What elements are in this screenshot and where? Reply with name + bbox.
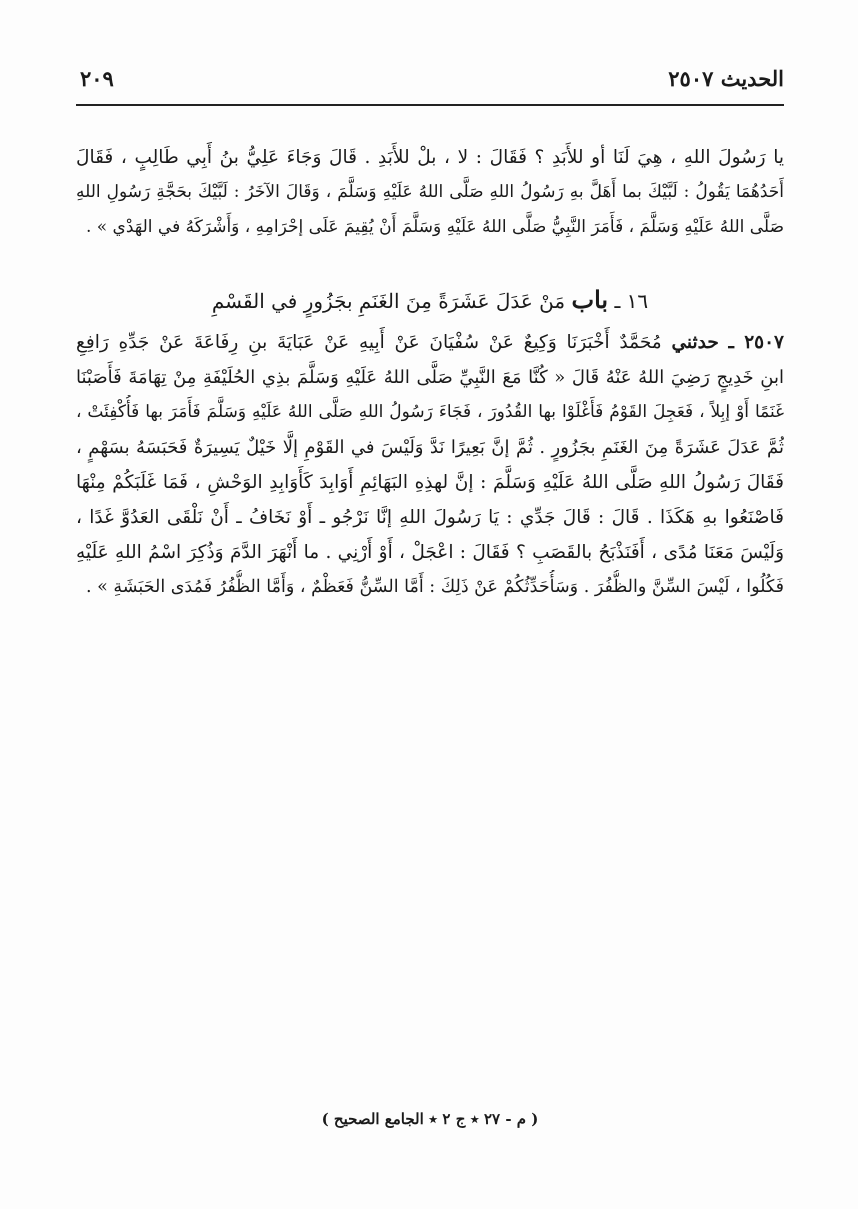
hadith-text bbox=[76, 325, 784, 605]
text-line: غَنَمًا أَوْ إبِلاً ، فَعَجِلَ القَوْمُ فَأَغْلَوْا بها القُدُورَ ، فَجَاءَ رَسُولُ اللهِ صَلَّى اللهُ عَلَيْهِ وَسَلَّمَ فَأَمَرَ بها فَأُكْفِئَتْ ، bbox=[76, 402, 784, 422]
text-line: فَاصْنَعُوا بهِ هَكَذَا . قَالَ : قَالَ جَدِّي : يَا رَسُولَ اللهِ إنَّا نَرْجُو ـ أَوْ نَخَافُ ـ أَنْ نَلْقَى العَدُوَّ غَدًا ، bbox=[76, 507, 784, 528]
text-line-first bbox=[76, 325, 784, 360]
text-line: وَلَيْسَ مَعَنَا مُدًى ، أَفَنَذْبَحُ بالقَصَبِ ؟ فَقَالَ : اعْجَلْ ، أَوْ أَرْنِي . ما أَنْهَرَ الدَّمَ وَذُكِرَ اسْمُ اللهِ عَلَيْهِ bbox=[76, 542, 784, 563]
hadith-number: ٢٥٠٧ ـ bbox=[728, 332, 784, 353]
chapter-heading bbox=[76, 282, 784, 318]
page-header bbox=[76, 62, 784, 102]
continued-hadith-text bbox=[76, 140, 784, 245]
footer-signature: ( م - ٢٧ ٭ ج ٢ ٭ الجامع الصحيح ) bbox=[321, 1110, 539, 1128]
chapter-word: باب bbox=[571, 285, 609, 314]
text-line: فَكُلُوا ، لَيْسَ السِّنَّ والظُّفُرَ . وَسَأُحَدِّثُكُمْ عَنْ ذَلِكَ : أَمَّا السِّنُّ فَعَظْمٌ ، وَأَمَّا الظُّفُرُ فَمُدَى الحَبَشَةِ » . bbox=[86, 577, 784, 597]
text-line: يا رَسُولَ اللهِ ، هِيَ لَنَا أو للأَبَدِ ؟ فَقَالَ : لا ، بلْ للأَبَدِ . قَالَ وَجَاءَ عَلِيُّ بنُ أَبِي طَالِبٍ ، فَقَالَ bbox=[76, 147, 784, 168]
text-line: صَلَّى اللهُ عَلَيْهِ وَسَلَّمَ ، فَأَمَرَ النَّبِيُّ صَلَّى اللهُ عَلَيْهِ وَسَلَّمَ أَنْ يُقِيمَ عَلَى إحْرَامِهِ ، وَأَشْرَكَهُ في الهَدْي » . bbox=[85, 217, 784, 237]
chapter-number: ١٦ ـ bbox=[614, 289, 649, 313]
text-line: أَحَدُهُمَا يَقُولُ : لَبَّيْكَ بما أَهَلَّ بهِ رَسُولُ اللهِ صَلَّى اللهُ عَلَيْهِ وَسَلَّمَ ، وَقَالَ الآخَرُ : لَبَّيْكَ بحَجَّةِ رَسُولِ اللهِ bbox=[76, 182, 784, 202]
header-divider bbox=[76, 104, 784, 106]
text-line: ابنِ خَدِيجٍ رَضِيَ اللهُ عَنْهُ قَالَ « كُنَّا مَعَ النَّبِيِّ صَلَّى اللهُ عَلَيْهِ وَسَلَّمَ بذِي الحُلَيْفَةِ مِنْ تِهَامَةَ فَأَصَبْنَا bbox=[76, 367, 784, 388]
hadith-opening: حدثني bbox=[671, 332, 719, 353]
chapter-title: مَنْ عَدَلَ عَشَرَةً مِنَ الغَنَمِ بجَزُورٍ في القَسْمِ bbox=[211, 289, 566, 313]
text-line: فَقَالَ رَسُولُ اللهِ صَلَّى اللهُ عَلَيْهِ وَسَلَّمَ : إنَّ لهذِهِ البَهَائِمِ أَوَابِدَ كَأَوَابِدِ الوَحْشِ ، فَمَا غَلَبَكُمْ مِنْهَا bbox=[76, 472, 784, 493]
running-head-hadith: الحديث ٢٥٠٧ bbox=[668, 66, 784, 91]
page-number: ٢٠٩ bbox=[80, 66, 114, 91]
text-line: ثُمَّ عَدَلَ عَشَرَةً مِنَ الغَنَمِ بجَزُورٍ . ثُمَّ إنَّ بَعِيرًا نَدَّ وَلَيْسَ في القَوْمِ إلَّا خَيْلٌ يَسِيرَةٌ فَحَبَسَهُ بسَهْمٍ ، bbox=[76, 437, 784, 458]
text-line-content: مُحَمَّدٌ أَخْبَرَنَا وَكِيعٌ عَنْ سُفْيَانَ عَنْ أَبِيهِ عَنْ عَبَايَةَ بنِ رِفَاعَةَ عَنْ جَدِّهِ رَافِعِ bbox=[76, 332, 662, 353]
